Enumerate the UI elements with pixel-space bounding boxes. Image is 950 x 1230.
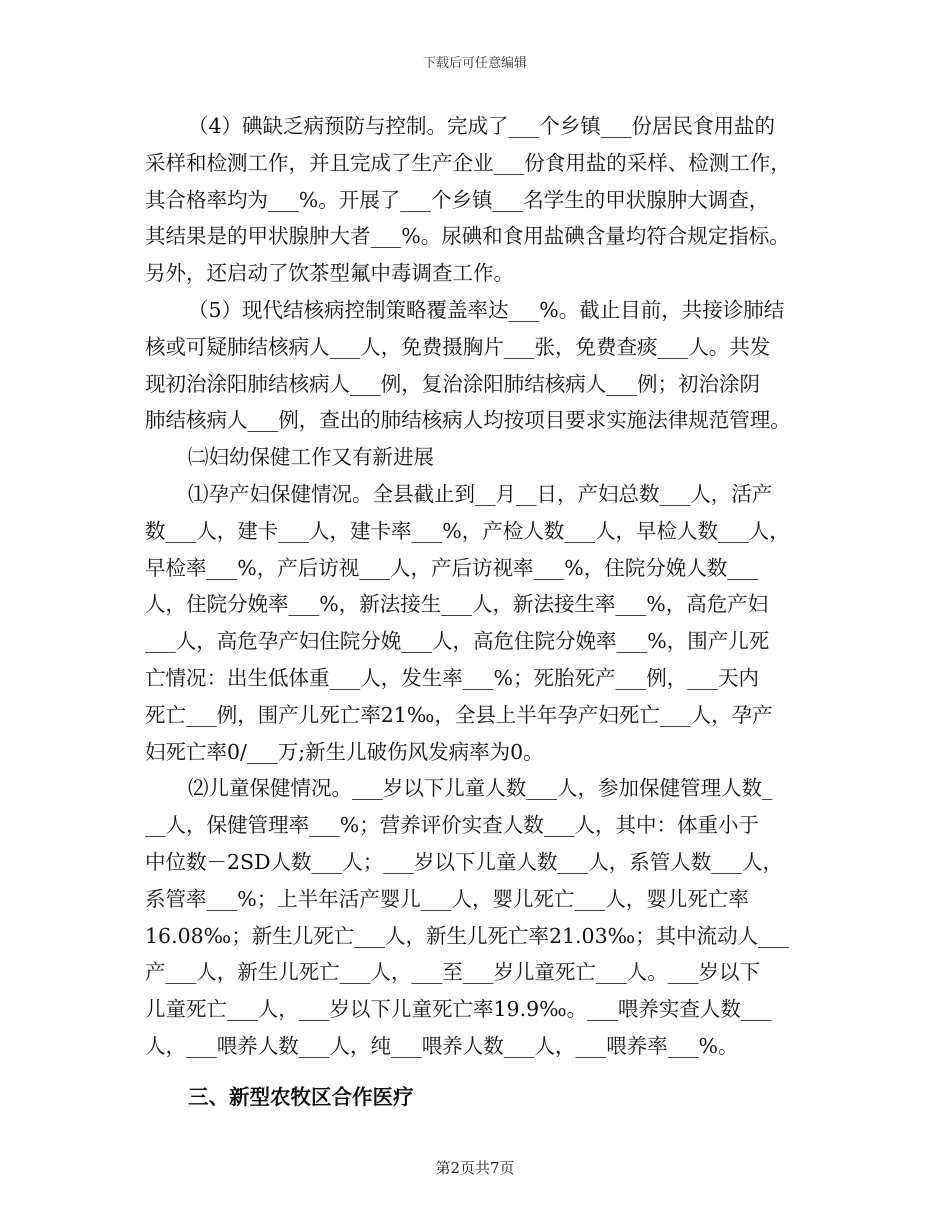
paragraph-line: 亡情况：出生低体重___人，发生率___%；死胎死产___例，___天内 — [145, 665, 759, 690]
paragraph-line: 另外，还启动了饮茶型氟中毒调查工作。 — [145, 261, 514, 286]
paragraph-line: 中位数－2SD人数___人；___岁以下儿童人数___人，系管人数___人， — [145, 849, 784, 874]
paragraph-line: 16.08‰；新生儿死亡___人，新生儿死亡率21.03‰；其中流动人___ — [145, 923, 789, 948]
paragraph-line: ___人，高危孕产妇住院分娩___人，高危住院分娩率___%，围产儿死 — [145, 629, 770, 654]
paragraph-line: 妇死亡率0/___万;新生儿破伤风发病率为0。 — [145, 739, 544, 764]
page-number-footer: 第2页共7页 — [435, 1159, 515, 1177]
paragraph-line: 肺结核病人___例，查出的肺结核病人均按项目要求实施法律规范管理。 — [145, 408, 791, 433]
paragraph-line: 儿童死亡___人，___岁以下儿童死亡率19.9‰。___喂养实查人数___ — [145, 997, 772, 1022]
paragraph-line: ⑵儿童保健情况。___岁以下儿童人数___人，参加保健管理人数_ — [188, 776, 773, 801]
paragraph-line: 早检率___%，产后访视___人，产后访视率___%，住院分娩人数___ — [145, 555, 758, 580]
paragraph-line: （4）碘缺乏病预防与控制。完成了___个乡镇___份居民食用盐的 — [188, 114, 776, 138]
section-heading: 三、新型农牧区合作医疗 — [188, 1084, 414, 1109]
paragraph-line: （5）现代结核病控制策略覆盖率达___%。截止目前，共接诊肺结 — [188, 297, 785, 322]
paragraph-line: 其结果是的甲状腺肿大者___%。尿碘和食用盐碘含量均符合规定指标。 — [145, 224, 790, 249]
paragraph-line: 产___人，新生儿死亡___人，___至___岁儿童死亡___人。___岁以下 — [145, 960, 760, 985]
paragraph-line: 人，___喂养人数___人，纯___喂养人数___人，___喂养率___%。 — [145, 1033, 739, 1058]
paragraph-line: 数___人，建卡___人，建卡率___%，产检人数___人，早检人数___人， — [145, 518, 790, 543]
paragraph-line: 现初治涂阳肺结核病人___例，复治涂阳肺结核病人___例；初治涂阴 — [145, 371, 760, 396]
paragraph-line: 人，住院分娩率___%，新法接生___人，新法接生率___%，高危产妇 — [145, 592, 769, 617]
paragraph-line: __人，保健管理率___%；营养评价实查人数___人，其中：体重小于 — [145, 813, 759, 838]
paragraph-line: 采样和检测工作，并且完成了生产企业___份食用盐的采样、检测工作， — [145, 150, 791, 175]
page-header: 下载后可任意编辑 — [422, 56, 527, 71]
paragraph-line: 其合格率均为___%。开展了___个乡镇___名学生的甲状腺肿大调查， — [145, 187, 770, 212]
document-body — [145, 108, 810, 1115]
paragraph-line: 核或可疑肺结核病人___人，免费摄胸片___张，免费查痰___人。共发 — [145, 334, 771, 359]
paragraph-line: 死亡___例，围产儿死亡率21‰，全县上半年孕产妇死亡___人，孕产 — [145, 702, 773, 727]
paragraph-line: ⑴孕产妇保健情况。全县截止到__月__日，产妇总数___人，活产 — [188, 481, 773, 506]
section-subheading: ㈡妇幼保健工作又有新进展 — [188, 445, 434, 470]
paragraph-line: 系管率___%；上半年活产婴儿___人，婴儿死亡___人，婴儿死亡率 — [145, 886, 749, 911]
